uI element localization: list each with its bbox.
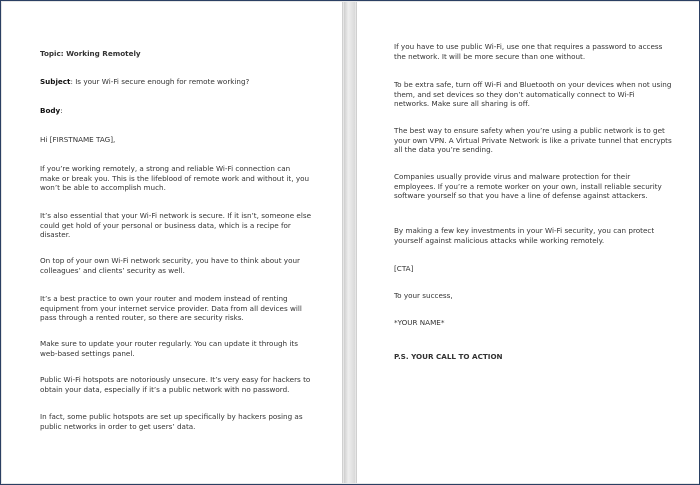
- topic-heading: Topic: Working Remotely: [40, 49, 141, 58]
- body-line: [40, 106, 312, 116]
- body-paragraph: Public Wi-Fi hotspots are notoriously unsecure. It’s very easy for hackers to obtain your data, especially if it’s a public network with no password.: [40, 375, 311, 394]
- body-paragraph: Companies usually provide virus and malware protection for their employees. If you’re a remote worker on your own, install reliable security software yourself so that you have a line of defense against attackers.: [394, 172, 662, 200]
- body-label: Body: [40, 106, 61, 115]
- body-paragraph: If you have to use public Wi-Fi, use one that requires a password to access the network. It will be more secure than one without.: [394, 42, 663, 61]
- subject-text: : Is your Wi-Fi secure enough for remote working?: [70, 77, 250, 86]
- ps-call-to-action: P.S. YOUR CALL TO ACTION: [394, 352, 503, 361]
- left-page: [2, 2, 343, 483]
- cta-placeholder: [CTA]: [394, 264, 414, 273]
- body-paragraph: The best way to ensure safety when you’re using a public network is to get your own VPN. A Virtual Private Network is like a private tunnel that encrypts all the data you’re sending.: [394, 126, 672, 154]
- greeting: Hi [FIRSTNAME TAG],: [40, 135, 116, 144]
- subject-label: Subject: [40, 77, 71, 86]
- body-paragraph: On top of your own Wi-Fi network security, you have to think about your colleagues’ and clients’ security as well.: [40, 256, 300, 275]
- subject-line: [40, 77, 312, 87]
- body-colon: :: [60, 106, 63, 115]
- right-page: [356, 2, 699, 483]
- body-paragraph: It’s also essential that your Wi-Fi network is secure. If it isn’t, someone else could get hold of your personal or business data, which is a recipe for disaster.: [40, 211, 312, 239]
- signature: *YOUR NAME*: [394, 318, 445, 327]
- body-paragraph: Make sure to update your router regularly. You can update it through its web-based settings panel.: [40, 339, 298, 358]
- body-paragraph: In fact, some public hotspots are set up specifically by hackers posing as public networks in order to get users’ data.: [40, 412, 303, 431]
- page-gutter: [344, 2, 355, 483]
- closing-line: To your success,: [394, 291, 453, 300]
- body-paragraph: To be extra safe, turn off Wi-Fi and Bluetooth on your devices when not using them, and set devices so they don’t automatically connect to Wi-Fi networks. Make sure all sharing is off.: [394, 80, 672, 108]
- body-paragraph: It’s a best practice to own your router and modem instead of renting equipment from your internet service provider. Data from all devices will pass through a rented router, so there are security risks.: [40, 294, 302, 322]
- body-paragraph: If you’re working remotely, a strong and reliable Wi-Fi connection can make or break you. This is the lifeblood of remote work and without it, you won’t be able to accomplish much.: [40, 164, 310, 192]
- body-paragraph: By making a few key investments in your Wi-Fi security, you can protect yourself against malicious attacks while working remotely.: [394, 226, 655, 245]
